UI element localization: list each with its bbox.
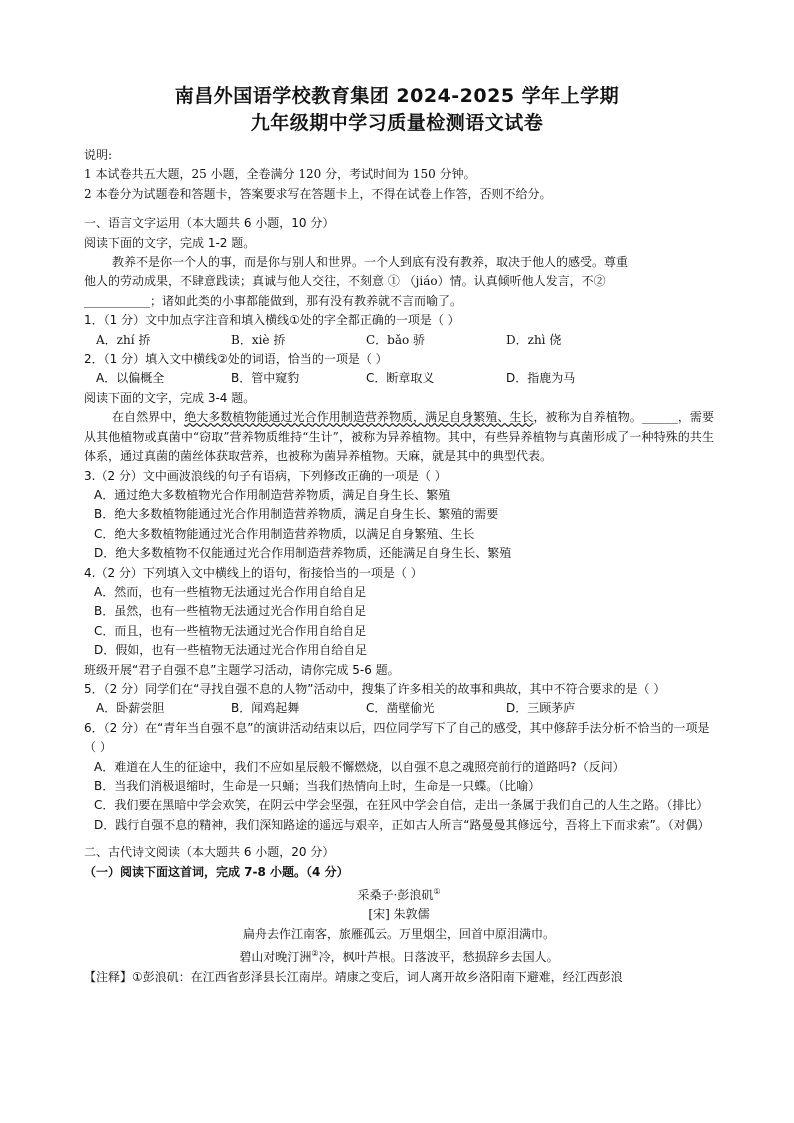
q3-stem: 3.（2 分）文中画波浪线的句子有语病，下列修改正确的一项是（ ） [84,468,447,483]
q2-option-a: A．以偏概全 [96,371,165,386]
section2-sub-heading: （一）阅读下面这首词，完成 7-8 小题。（4 分） [84,864,349,879]
section1-intro3: 班级开展“君子自强不息”主题学习活动，请你完成 5-6 题。 [84,662,400,677]
exam-title-line1: 南昌外国语学校教育集团 2024-2025 学年上学期 [174,85,620,107]
q3-option-c: C．绝大多数植物能通过光合作用制造营养物质，以满足自身繁殖、生长 [94,526,475,541]
passage2 [84,408,714,466]
section1-intro1: 阅读下面的文字，完成 1-2 题。 [84,235,256,250]
q6-option-b: B．当我们消极退缩时，生命是一只蛹；当我们热情向上时，生命是一只蝶。（比喻） [94,779,541,793]
q5-options [84,699,714,718]
poem-title-text: 采桑子·彭浪矶 [357,888,434,903]
q5-option-c: C．凿壁偷光 [366,701,435,716]
passage1-line1: 教养不是你一个人的事，而是你与别人和世界。一个人到底有没有教养，取决于他人的感受。尊重 [112,255,629,270]
poem-author: [宋] 朱敦儒 [368,907,430,922]
q6-stem: 6．（2 分）在“青年当自强不息”的演讲活动结束以后，四位同学写下了自己的感受，其中修辞手法分析不恰当的一项是（ ） [84,720,710,755]
q3-option-d: D．绝大多数植物不仅能通过光合作用制造营养物质，还能满足自身生长、繁殖 [94,546,512,561]
q2-option-b: B．管中窥豹 [231,371,300,386]
q2-option-c: C．断章取义 [366,371,435,386]
q5-option-b: B．闻鸡起舞 [231,701,300,716]
q3-option-b: B．绝大多数植物能通过光合作用制造营养物质，满足自身生长、繁殖的需要 [94,507,499,522]
q2-options [84,369,714,388]
poem-line2-part-b: 冷，枫叶芦根。日落波平，愁损辞乡去国人。 [318,950,559,965]
note-item-2: 2 本卷分为试题卷和答题卡，答案要求写在答题卡上，不得在试卷上作答，否则不给分。 [84,186,552,201]
section1-intro2: 阅读下面的文字，完成 3-4 题。 [84,390,256,405]
q5-stem: 5．（2 分）同学们在“寻找自强不息的人物”活动中，搜集了许多相关的故事和典故，其中不符合要求的是（ ） [84,681,666,696]
q5-option-a: A．卧薪尝胆 [96,701,165,716]
passage1-line3: ___________；诸如此类的小事都能做到，那有没有教养就不言而喻了。 [84,293,463,308]
passage2-rest: ，被称为自养植物。______，需要从其他植物或真菌中“窃取”营养物质维持“生计”，被称为异养植物。其中，有些异养植物与真菌形成了一种特殊的共生体系，通过真菌的菌丝体获取营养，也被称为菌异养植物。天麻，就是其中的典型代表。 [84,410,714,464]
q4-option-a: A．然而，也有一些植物无法通过光合作用自给自足 [94,584,367,599]
q5-option-d: D．三顾茅庐 [506,701,576,716]
section2-heading: 二、古代诗文阅读（本大题共 6 小题，20 分） [84,845,335,860]
q1-stem: 1．（1 分）文中加点字注音和填入横线①处的字全都正确的一项是（ ） [84,313,460,328]
passage2-wavy-sentence: 绝大多数植物能通过光合作用制造营养物质，满足自身繁殖、生长 [184,410,534,425]
exam-content [84,146,714,987]
passage1-line2: 他人的劳动成果，不肆意践读；真诚与他人交往，不刻意 ① （jiáo）情。认真倾听他人发言，不② [84,274,606,289]
poem-line1: 扁舟去作江南客，旅雁孤云。万里烟尘，回首中原泪满巾。 [242,926,555,941]
poem-annotation: 【注释】①彭浪矶：在江西省彭泽县长江南岸。靖康之变后，词人离开故乡洛阳南下避难，经江西彭浪 [84,969,623,984]
q1-option-b: B．xiè 挢 [231,332,286,347]
q2-stem: 2．（1 分）填入文中横线②处的词语，恰当的一项是（ ） [84,352,388,367]
q4-option-c: C．而且，也有一些植物无法通过光合作用自给自足 [94,623,367,638]
q1-option-d: D．zhì 侥 [506,332,562,347]
q6-option-a: A．难道在人生的征途中，我们不应如星辰般不懈燃烧，以自强不息之魂照亮前行的道路吗?（反问） [94,759,625,774]
poem-line2-part-a: 碧山对晚汀洲 [239,950,312,965]
q4-option-b: B．虽然，也有一些植物无法通过光合作用自给自足 [94,604,367,619]
q4-stem: 4.（2 分）下列填入文中横线上的语句，衔接恰当的一项是（ ） [84,565,423,580]
q1-option-a: A．zhí 挢 [96,332,151,347]
q1-option-c: C．bǎo 骄 [366,332,426,347]
poem-line2 [84,944,714,967]
q4-option-d: D．假如，也有一些植物无法通过光合作用自给自足 [94,643,368,658]
q3-option-a: A．通过绝大多数植物光合作用制造营养物质，满足自身生长、繁殖 [94,487,451,502]
poem-title [84,882,714,905]
q6-option-c: C．我们要在黑暗中学会欢笑，在阴云中学会坚强，在狂风中学会自信，走出一条属于我们自己的人生之路。（排比） [94,798,709,813]
q2-option-d: D．指鹿为马 [506,371,576,386]
q1-options [84,331,714,350]
exam-title-line2: 九年级期中学习质量检测语文试卷 [250,112,544,134]
poem-line2-note-mark: ② [311,949,319,959]
note-item-1: 1 本试卷共五大题，25 小题，全卷满分 120 分，考试时间为 150 分钟。 [84,167,476,182]
section1-heading: 一、语言文字运用（本大题共 6 小题，10 分） [84,216,335,231]
notes-label: 说明: [84,148,113,162]
q6-option-d: D．践行自强不息的精神，我们深知路途的遥远与艰辛，正如古人所言“路曼曼其修远兮，吾将上下而求索”。（对偶） [94,817,710,832]
poem-title-note-mark: ① [433,887,441,897]
passage2-lead: 在自然界中， [112,410,185,425]
